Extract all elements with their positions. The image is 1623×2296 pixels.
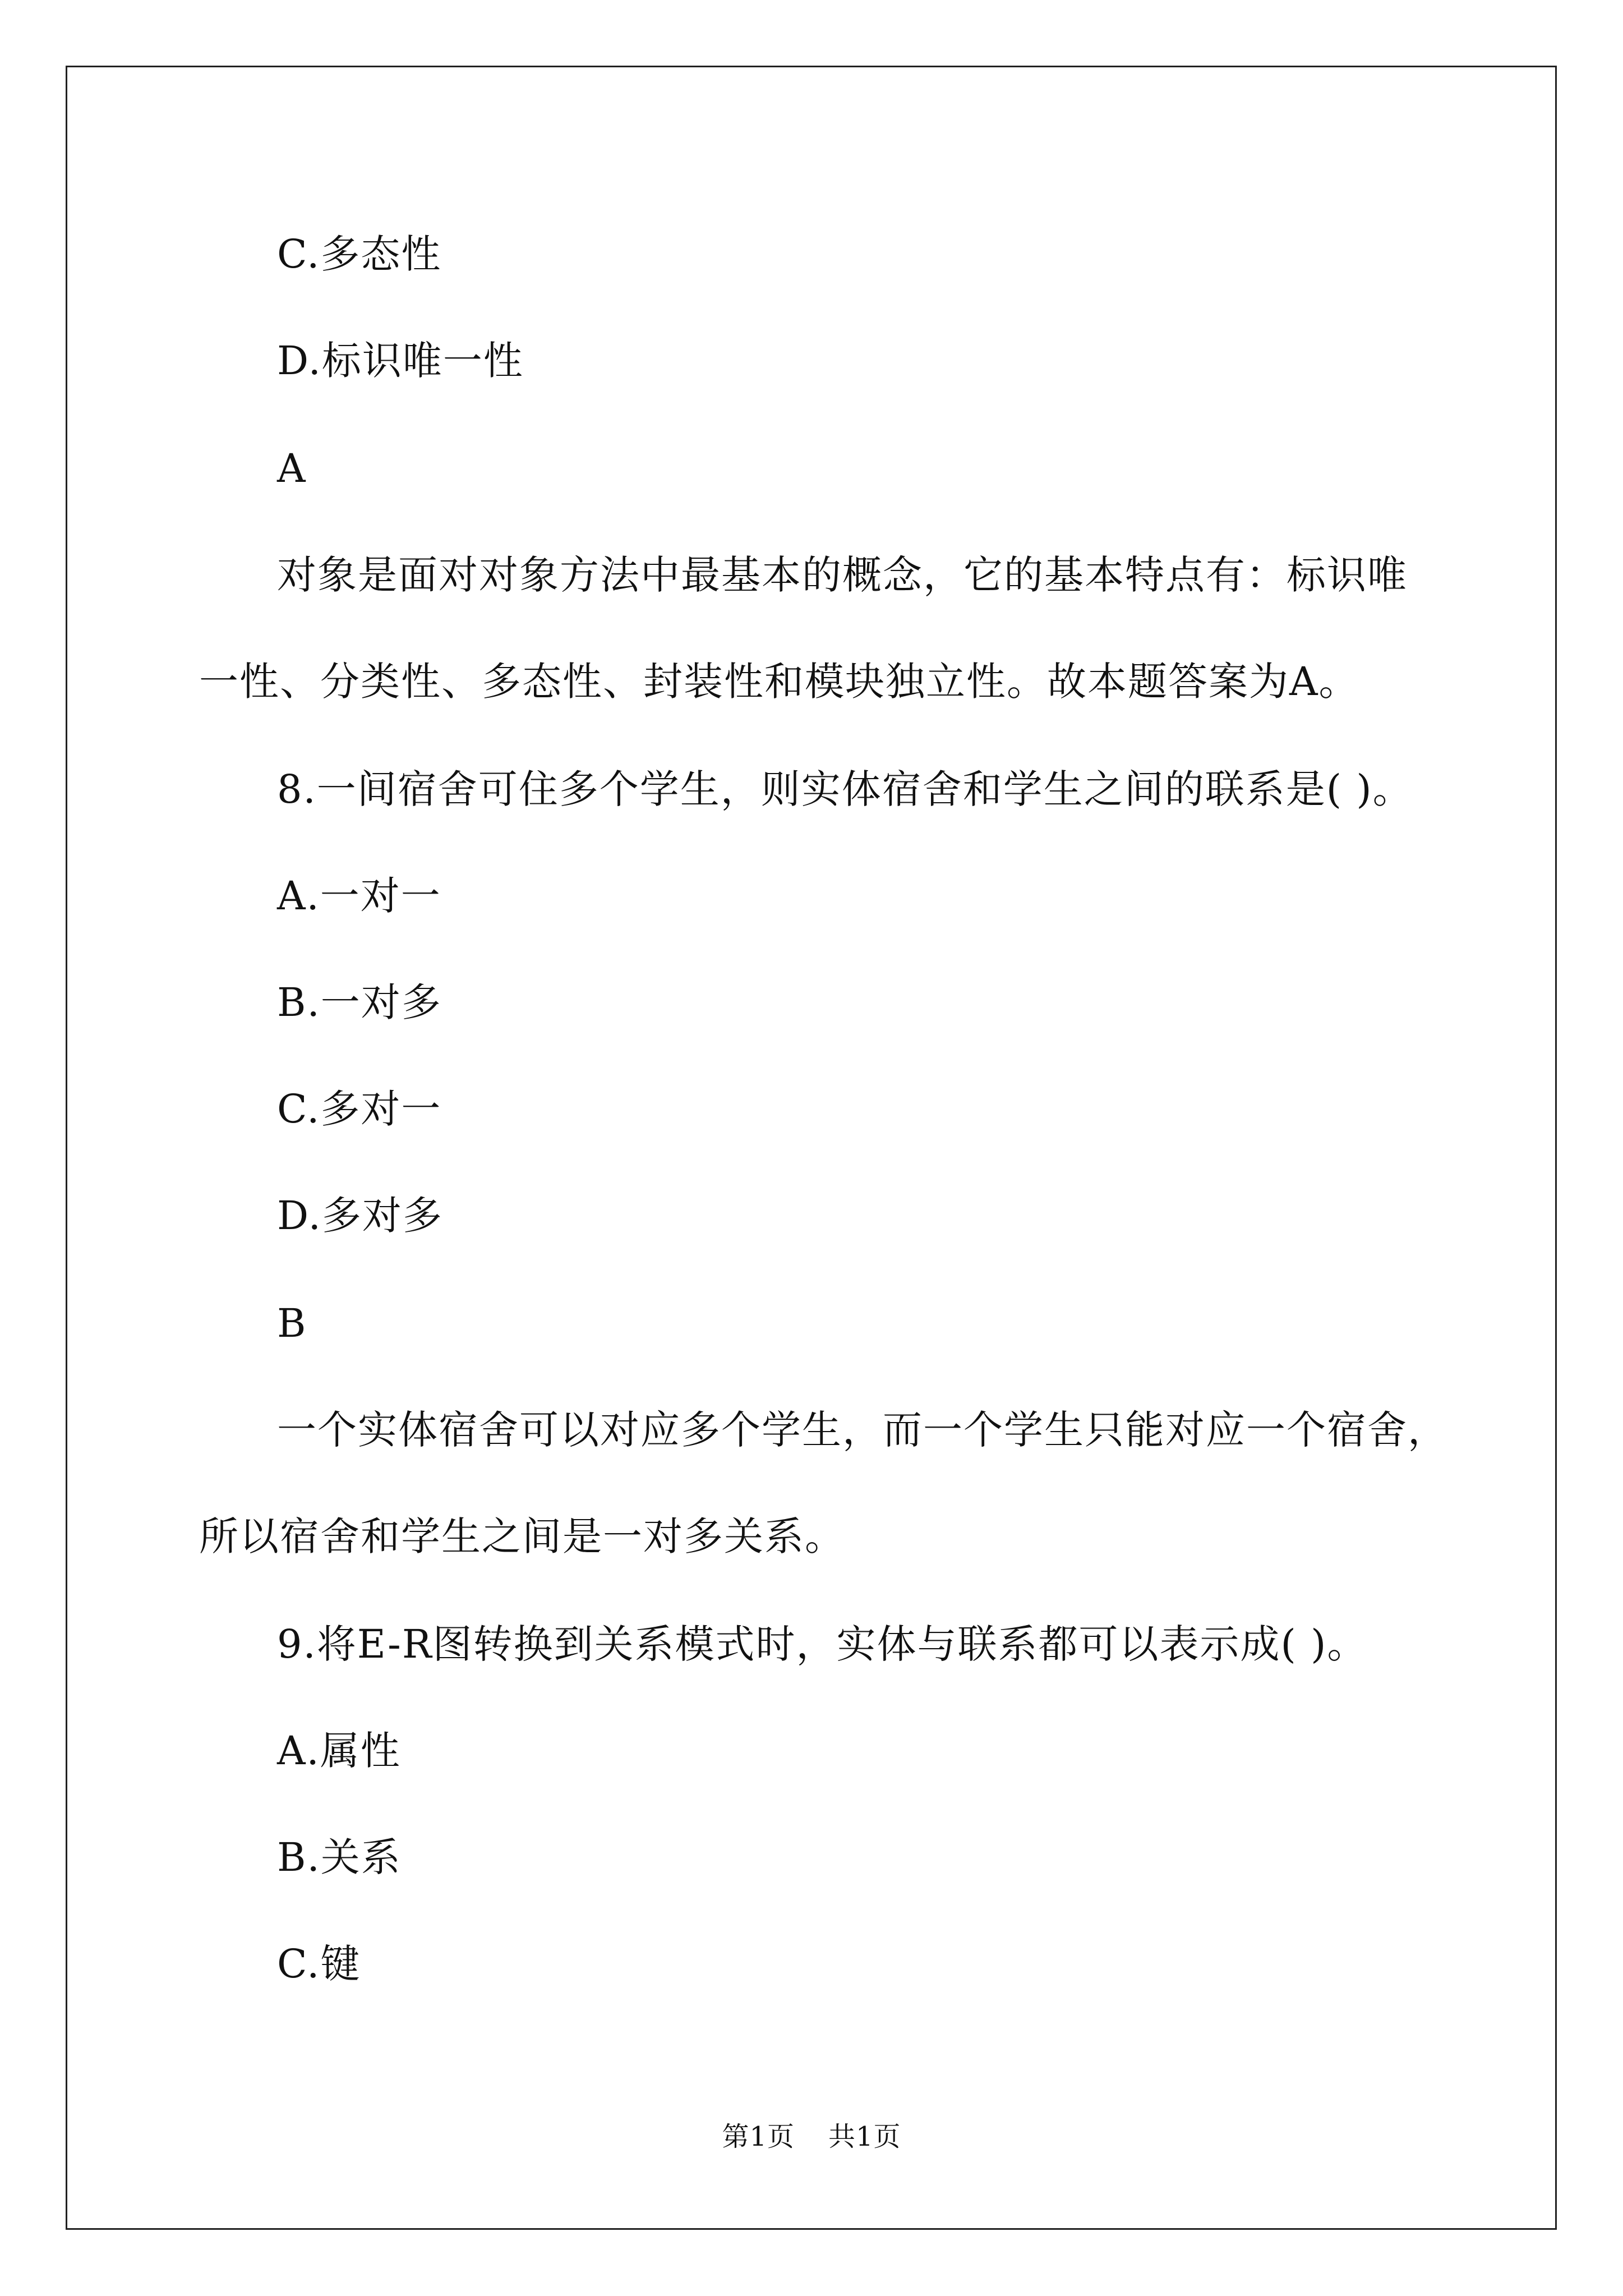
option-d-identity: D.标识唯一性 xyxy=(277,338,524,384)
q9-option-b: B.关系 xyxy=(277,1834,402,1880)
explanation-q7-line-1: 对象是面对对象方法中最基本的概念，它的基本特点有：标识唯 xyxy=(277,552,1408,598)
question-8: 8.一间宿舍可住多个学生，则实体宿舍和学生之间的联系是( )。 xyxy=(277,766,1413,812)
answer-q7: A xyxy=(277,445,307,491)
q8-option-c: C.多对一 xyxy=(277,1086,442,1132)
q8-option-b: B.一对多 xyxy=(277,979,442,1025)
page-number: 第1页 xyxy=(722,2121,795,2152)
page-total: 共1页 xyxy=(828,2121,901,2152)
question-9: 9.将E-R图转换到关系模式时，实体与联系都可以表示成( )。 xyxy=(277,1621,1368,1667)
q8-option-d: D.多对多 xyxy=(277,1193,443,1239)
explanation-q8-line-1: 一个实体宿舍可以对应多个学生，而一个学生只能对应一个宿舍， xyxy=(277,1407,1448,1453)
option-c-polymorphism: C.多态性 xyxy=(277,231,442,277)
page-footer xyxy=(0,2123,1623,2150)
explanation-q8-line-2: 所以宿舍和学生之间是一对多关系。 xyxy=(199,1513,845,1559)
page-border xyxy=(66,66,1557,2230)
q9-option-a: A.属性 xyxy=(277,1728,401,1774)
q8-option-a: A.一对一 xyxy=(277,873,441,919)
explanation-q7-line-2: 一性、分类性、多态性、封装性和模块独立性。故本题答案为A。 xyxy=(199,659,1359,705)
answer-q8: B xyxy=(277,1300,307,1346)
q9-option-c: C.键 xyxy=(277,1941,361,1987)
